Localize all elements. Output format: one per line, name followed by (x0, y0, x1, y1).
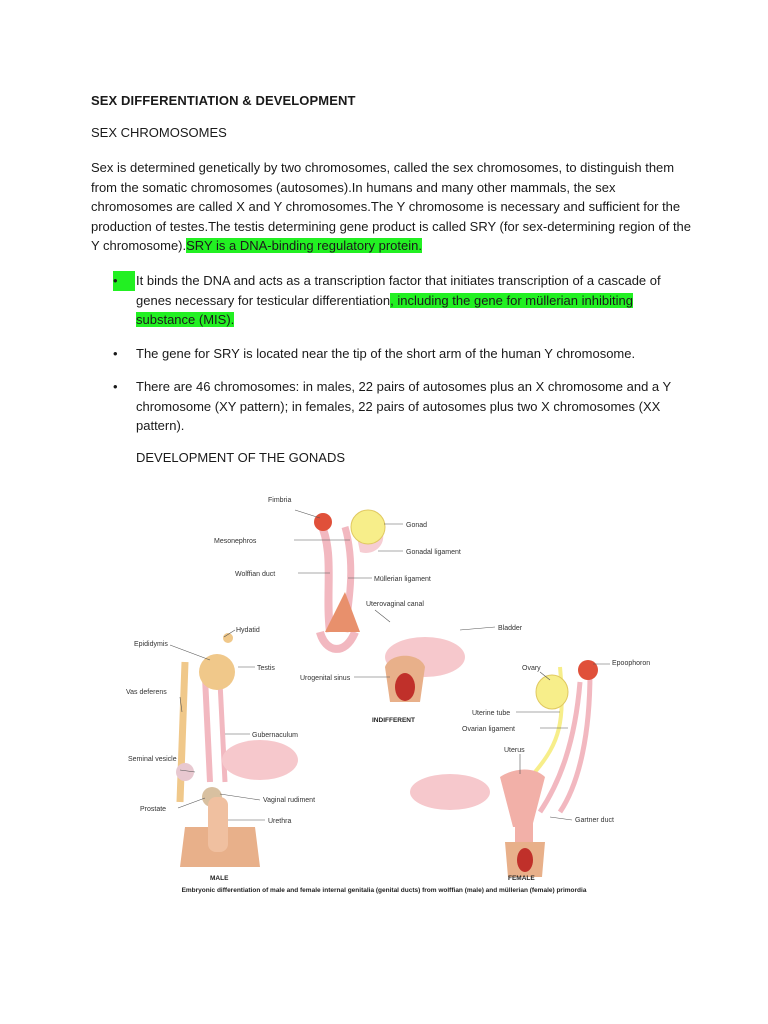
highlighted-sentence: SRY is a DNA-binding regulatory protein. (186, 238, 422, 253)
label-testis: Testis (257, 665, 275, 672)
section-heading-sex-chromosomes: SEX CHROMOSOMES (91, 125, 227, 140)
ovary-shape (536, 675, 568, 709)
label-female: FEMALE (508, 875, 535, 882)
label-vas-deferens: Vas deferens (126, 689, 167, 696)
fimbria-shape (314, 513, 332, 531)
wolffian-duct-shape (320, 522, 330, 632)
epoophoron-shape (578, 660, 598, 680)
bullet-text-plain: It binds the DNA and acts as a transcription factor that initiates transcription of a cascade of genes necessary for testicular differentiation (136, 273, 661, 308)
label-ovarian-ligament: Ovarian ligament (462, 726, 515, 733)
label-epoophoron: Epoophoron (612, 660, 651, 667)
label-mesonephros: Mesonephros (214, 538, 257, 545)
intro-paragraph-text: Sex is determined genetically by two chromosomes, called the sex chromosomes, to distinguish them from the somatic chromosomes (autosomes).In humans and many other mammals, the sex chromosomes are called X and Y chromosomes.The Y chromosome is necessary and sufficient for the production of testes.The testis determining gene product is called SRY (for sex-determining region of the Y chromosome). (91, 160, 692, 253)
label-indifferent: INDIFFERENT (372, 717, 415, 724)
uterovaginal-canal-shape (320, 632, 355, 649)
label-uterovaginal-canal: Uterovaginal canal (366, 601, 424, 608)
intro-paragraph (91, 158, 691, 256)
bullet-text (136, 271, 686, 330)
male-gubernaculum-shape (220, 682, 225, 782)
section-heading-gonads: DEVELOPMENT OF THE GONADS (136, 450, 346, 465)
male-duct-shape (205, 677, 210, 782)
label-male: MALE (210, 875, 229, 882)
label-seminal-vesicle: Seminal vesicle (128, 756, 177, 763)
male-diagram (176, 633, 298, 867)
female-bladder-shape (410, 774, 490, 810)
bullet-marker: • (113, 271, 135, 291)
label-hydatid: Hydatid (236, 627, 260, 634)
bullet-marker: • (113, 346, 118, 361)
female-diagram (410, 660, 598, 877)
seminal-vesicle-shape (176, 763, 194, 781)
figure-caption: Embryonic differentiation of male and female internal genitalia (genital ducts) from wolffian (male) and müllerian (female) primordia (181, 887, 587, 894)
gonad-diagram (120, 482, 651, 882)
urethra-shape (208, 797, 228, 852)
label-prostate: Prostate (140, 806, 167, 813)
vas-deferens-shape (180, 662, 185, 802)
gonad-development-figure (120, 482, 651, 882)
label-uterine-tube: Uterine tube (472, 710, 511, 717)
bullet-text-highlight: , including the gene for müllerian inhibiting substance (MIS). (136, 292, 633, 327)
label-uterus: Uterus (504, 747, 525, 754)
label-gonadal-ligament: Gonadal ligament (406, 549, 461, 556)
label-mullerian-ligament: Müllerian ligament (374, 576, 431, 583)
label-bladder: Bladder (498, 625, 523, 632)
gonad-shape (351, 510, 385, 544)
bullet-text: There are 46 chromosomes: in males, 22 pairs of autosomes plus an X chromosome and a Y chromosome (XY pattern); in females, 22 pairs of autosomes plus two X chromosomes (XX pattern). (136, 379, 671, 433)
bullet-text: The gene for SRY is located near the tip of the short arm of the human Y chromosome. (136, 346, 636, 361)
document-title: SEX DIFFERENTIATION & DEVELOPMENT (91, 93, 356, 108)
bullet-marker: • (113, 379, 118, 394)
label-gonad: Gonad (406, 522, 428, 529)
label-vaginal-rudiment: Vaginal rudiment (263, 797, 316, 804)
label-urethra: Urethra (268, 818, 292, 825)
sinus-opening-shape (395, 673, 415, 701)
label-gartner-duct: Gartner duct (575, 817, 614, 824)
testis-shape (199, 654, 235, 690)
male-bladder-shape (222, 740, 298, 780)
label-epididymis: Epididymis (134, 641, 168, 648)
label-ovary: Ovary (522, 665, 541, 672)
uterus-shape (500, 770, 545, 828)
label-gubernaculum: Gubernaculum (252, 732, 298, 739)
label-urogenital-sinus: Urogenital sinus (300, 675, 351, 682)
vaginal-opening-shape (517, 848, 533, 872)
label-fimbria: Fimbria (268, 497, 292, 504)
label-wolffian-duct: Wolffian duct (235, 571, 276, 578)
